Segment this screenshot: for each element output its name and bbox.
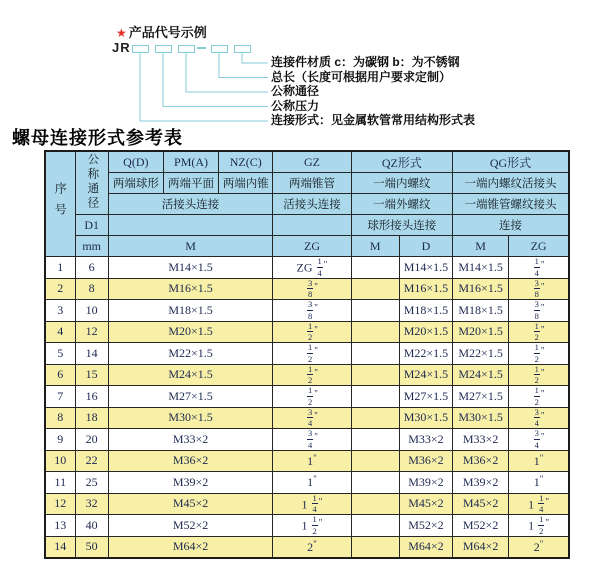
- row-qg-m: M14×1.5: [453, 257, 509, 279]
- row-qg-m: M20×1.5: [453, 321, 509, 343]
- row-dn: 50: [75, 536, 108, 558]
- row-no: 8: [45, 407, 75, 429]
- row-no: 13: [45, 515, 75, 537]
- row-dn: 10: [75, 300, 108, 322]
- row-qz-d: M18×1.5: [399, 300, 452, 322]
- row-dn: 8: [75, 278, 108, 300]
- row-m: M52×2: [108, 515, 273, 537]
- row-gz: 1 $\frac{1}{2}$ ": [273, 515, 351, 537]
- header-qz-conn: 球形接头连接: [351, 215, 452, 236]
- row-qg-zg: $\frac{1}{2}$ ": [509, 321, 569, 343]
- row-qg-m: M24×1.5: [453, 364, 509, 386]
- row-qg-m: M36×2: [453, 450, 509, 472]
- row-qg-zg: $\frac{3}{8}$ ": [509, 278, 569, 300]
- product-code-prefix: JR: [112, 40, 131, 55]
- row-no: 11: [45, 472, 75, 494]
- diagram-title: [116, 22, 207, 41]
- row-qg-zg: 1": [509, 450, 569, 472]
- header-col-q: Q(D): [108, 151, 163, 173]
- row-qz-m: [351, 321, 399, 343]
- row-dn: 6: [75, 257, 108, 279]
- row-qg-m: M16×1.5: [453, 278, 509, 300]
- row-gz: $\frac{1}{2}$ ": [273, 321, 351, 343]
- row-m: M24×1.5: [108, 364, 273, 386]
- row-dn: 20: [75, 429, 108, 451]
- table-row: [45, 515, 569, 537]
- table-row: [45, 429, 569, 451]
- row-no: 9: [45, 429, 75, 451]
- table-row: [45, 278, 569, 300]
- row-no: 5: [45, 343, 75, 365]
- row-qz-d: M14×1.5: [399, 257, 452, 279]
- row-qg-m: M33×2: [453, 429, 509, 451]
- row-qz-m: [351, 386, 399, 408]
- header-pm-desc: 两端平面: [163, 173, 218, 194]
- header-q-desc: 两端球形: [108, 173, 163, 194]
- header-gz-unit: ZG: [273, 236, 351, 257]
- row-qz-d: M45×2: [399, 493, 452, 515]
- code-box-3: [178, 45, 195, 53]
- header-col-qg: QG形式: [453, 151, 570, 173]
- row-gz: $\frac{1}{2}$ ": [273, 364, 351, 386]
- row-m: M45×2: [108, 493, 273, 515]
- header-qz-desc2: 一端外螺纹: [351, 194, 452, 215]
- row-qz-m: [351, 472, 399, 494]
- row-m: M36×2: [108, 450, 273, 472]
- row-qg-zg: $\frac{1}{2}$ ": [509, 364, 569, 386]
- row-qg-zg: 1 $\frac{1}{4}$ ": [509, 493, 569, 515]
- row-qz-m: [351, 300, 399, 322]
- header-d1: D1: [75, 215, 108, 236]
- row-qz-d: M16×1.5: [399, 278, 452, 300]
- row-m: M33×2: [108, 429, 273, 451]
- row-qz-d: M22×1.5: [399, 343, 452, 365]
- row-gz: $\frac{3}{4}$ ": [273, 407, 351, 429]
- row-gz: 1": [273, 472, 351, 494]
- header-qg-desc2: 一端锥管螺纹接头: [453, 194, 570, 215]
- row-qz-d: M36×2: [399, 450, 452, 472]
- row-no: 2: [45, 278, 75, 300]
- header-m-label: M: [108, 236, 273, 257]
- row-gz: $\frac{3}{8}$ ": [273, 278, 351, 300]
- row-gz: $\frac{1}{2}$ ": [273, 343, 351, 365]
- row-qz-m: [351, 257, 399, 279]
- header-seq: 序号: [45, 151, 75, 257]
- row-qz-d: M20×1.5: [399, 321, 452, 343]
- row-dn: 22: [75, 450, 108, 472]
- row-gz: ZG $\frac{1}{4}$ ": [273, 257, 351, 279]
- table-row: [45, 300, 569, 322]
- header-gz-conn: 活接头连接: [273, 194, 351, 215]
- row-qg-zg: 2": [509, 536, 569, 558]
- row-qg-zg: 1 $\frac{1}{2}$ ": [509, 515, 569, 537]
- table-row: [45, 407, 569, 429]
- row-qz-m: [351, 536, 399, 558]
- header-gz-desc: 两端锥管: [273, 173, 351, 194]
- code-label-connform: 连接形式：见金属软管常用结构形式表: [271, 113, 476, 128]
- row-qz-m: [351, 364, 399, 386]
- diagram-title-text: 产品代号示例: [128, 25, 207, 40]
- row-no: 10: [45, 450, 75, 472]
- header-qg-zg: ZG: [509, 236, 569, 257]
- row-qz-d: M30×1.5: [399, 407, 452, 429]
- header-qg-conn: 连接: [453, 215, 570, 236]
- header-mm: mm: [75, 236, 108, 257]
- row-gz: 1 $\frac{1}{4}$ ": [273, 493, 351, 515]
- row-qz-m: [351, 493, 399, 515]
- row-m: M30×1.5: [108, 407, 273, 429]
- row-qg-m: M45×2: [453, 493, 509, 515]
- table-body: [45, 257, 569, 559]
- header-col-nz: NZ(C): [219, 151, 273, 173]
- row-dn: 14: [75, 343, 108, 365]
- row-gz: 1": [273, 450, 351, 472]
- row-qz-d: M33×2: [399, 429, 452, 451]
- row-qz-d: M52×2: [399, 515, 452, 537]
- header-qz-desc1: 一端内螺纹: [351, 173, 452, 194]
- header-col-gz: GZ: [273, 151, 351, 173]
- table-row: [45, 536, 569, 558]
- row-qz-d: M24×1.5: [399, 364, 452, 386]
- code-box-1: [132, 45, 149, 53]
- table-header: [45, 151, 569, 257]
- header-qz-m: M: [351, 236, 399, 257]
- code-label-pressure: 公称压力: [271, 98, 320, 113]
- code-box-2: [155, 45, 172, 53]
- row-no: 6: [45, 364, 75, 386]
- row-dn: 16: [75, 386, 108, 408]
- row-gz: $\frac{3}{4}$ ": [273, 429, 351, 451]
- row-no: 7: [45, 386, 75, 408]
- table-row: [45, 343, 569, 365]
- header-qz-d: D: [399, 236, 452, 257]
- table-row: [45, 257, 569, 279]
- code-box-5: [234, 45, 251, 53]
- header-col-qz: QZ形式: [351, 151, 452, 173]
- row-qg-zg: $\frac{3}{8}$ ": [509, 300, 569, 322]
- table-title: 螺母连接形式参考表: [12, 128, 183, 148]
- table-row: [45, 364, 569, 386]
- row-dn: 32: [75, 493, 108, 515]
- row-no: 12: [45, 493, 75, 515]
- row-m: M39×2: [108, 472, 273, 494]
- star-icon: ★: [116, 26, 127, 40]
- table-row: [45, 450, 569, 472]
- row-dn: 40: [75, 515, 108, 537]
- row-qg-zg: $\frac{1}{2}$ ": [509, 386, 569, 408]
- code-label-length: 总长（长度可根据用户要求定制）: [271, 69, 452, 84]
- row-qg-m: M30×1.5: [453, 407, 509, 429]
- code-labels: [271, 55, 475, 128]
- row-gz: 2": [273, 536, 351, 558]
- row-gz: $\frac{3}{8}$ ": [273, 300, 351, 322]
- row-m: M64×2: [108, 536, 273, 558]
- row-m: M20×1.5: [108, 321, 273, 343]
- row-gz: $\frac{1}{2}$ ": [273, 386, 351, 408]
- row-qz-m: [351, 407, 399, 429]
- header-nz-desc: 两端内锥: [219, 173, 273, 194]
- row-dn: 15: [75, 364, 108, 386]
- row-qg-zg: $\frac{1}{2}$ ": [509, 343, 569, 365]
- table-row: [45, 321, 569, 343]
- row-qg-m: M27×1.5: [453, 386, 509, 408]
- row-qg-zg: $\frac{3}{4}$ ": [509, 429, 569, 451]
- header-blank-mid: [108, 215, 273, 236]
- row-qg-zg: $\frac{1}{4}$ ": [509, 257, 569, 279]
- row-qz-m: [351, 278, 399, 300]
- header-dn: 公称通径: [75, 151, 108, 215]
- code-box-4: [211, 45, 228, 53]
- row-qg-m: M22×1.5: [453, 343, 509, 365]
- code-label-material: 连接件材质 c：为碳钢 b：为不锈钢: [271, 55, 460, 69]
- row-m: M22×1.5: [108, 343, 273, 365]
- row-qz-d: M39×2: [399, 472, 452, 494]
- row-qz-d: M64×2: [399, 536, 452, 558]
- code-label-diameter: 公称通径: [271, 84, 320, 99]
- row-dn: 18: [75, 407, 108, 429]
- row-qz-m: [351, 515, 399, 537]
- row-qg-m: M64×2: [453, 536, 509, 558]
- row-qz-m: [351, 343, 399, 365]
- row-qg-m: M18×1.5: [453, 300, 509, 322]
- header-qg-m: M: [453, 236, 509, 257]
- row-qz-m: [351, 450, 399, 472]
- row-no: 1: [45, 257, 75, 279]
- reference-table: [44, 150, 570, 559]
- row-qg-zg: 1": [509, 472, 569, 494]
- table-row: [45, 493, 569, 515]
- header-blank-gz: [273, 215, 351, 236]
- row-qg-m: M52×2: [453, 515, 509, 537]
- row-m: M14×1.5: [108, 257, 273, 279]
- row-dn: 12: [75, 321, 108, 343]
- row-qg-zg: $\frac{3}{4}$ ": [509, 407, 569, 429]
- row-m: M18×1.5: [108, 300, 273, 322]
- row-no: 4: [45, 321, 75, 343]
- row-no: 14: [45, 536, 75, 558]
- row-qz-d: M27×1.5: [399, 386, 452, 408]
- row-m: M27×1.5: [108, 386, 273, 408]
- row-no: 3: [45, 300, 75, 322]
- table-row: [45, 386, 569, 408]
- header-union-conn: 活接头连接: [108, 194, 273, 215]
- header-qg-desc1: 一端内螺纹活接头: [453, 173, 570, 194]
- row-m: M16×1.5: [108, 278, 273, 300]
- table-row: [45, 472, 569, 494]
- row-dn: 25: [75, 472, 108, 494]
- code-dash: [197, 47, 206, 49]
- header-col-pm: PM(A): [163, 151, 218, 173]
- row-qg-m: M39×2: [453, 472, 509, 494]
- row-qz-m: [351, 429, 399, 451]
